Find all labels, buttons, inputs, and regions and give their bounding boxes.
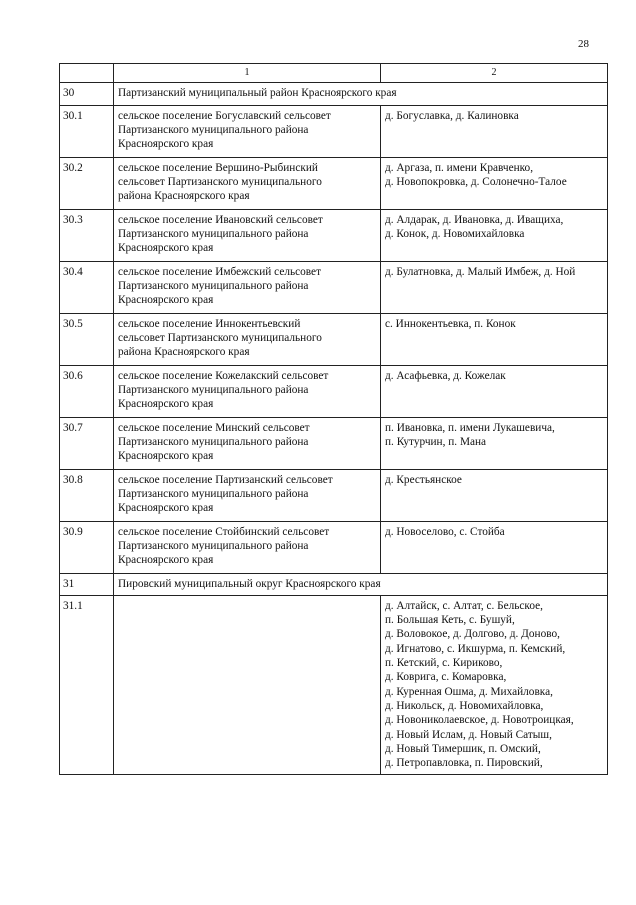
settlement-name-line: района Красноярского края: [118, 190, 250, 203]
section-row: [60, 83, 608, 105]
locality-line: д. Игнатово, с. Икшурма, п. Кемский,: [385, 642, 566, 655]
locality-line: д. Петропавловка, п. Пировский,: [385, 757, 543, 770]
table-row: [60, 157, 608, 209]
settlement-name-cell: [114, 157, 381, 209]
row-number: 30.1: [60, 105, 114, 157]
locality-line: д. Новониколаевское, д. Новотроицкая,: [385, 714, 574, 727]
table-row: [60, 469, 608, 521]
settlement-name-line: Партизанского муниципального района: [118, 435, 309, 448]
settlement-name-line: Красноярского края: [118, 450, 214, 463]
locality-line: д. Алдарак, д. Ивановка, д. Иващиха,: [385, 213, 564, 226]
settlement-name-line: сельское поселение Кожелакский сельсовет: [118, 369, 329, 382]
locality-line: д. Новый Тимершик, п. Омский,: [385, 742, 541, 755]
settlement-name-line: района Красноярского края: [118, 346, 250, 359]
settlement-name-line: Партизанского муниципального района: [118, 383, 309, 396]
locality-line: д. Никольск, д. Новомихайловка,: [385, 699, 544, 712]
localities-cell: [381, 313, 608, 365]
settlement-name-line: Партизанского муниципального района: [118, 279, 309, 292]
locality-line: д. Конок, д. Новомихайловка: [385, 227, 525, 240]
table-row: [60, 313, 608, 365]
locality-line: п. Ивановка, п. имени Лукашевича,: [385, 421, 555, 434]
locality-line: д. Асафьевка, д. Кожелак: [385, 369, 506, 382]
settlement-name-line: сельское поселение Минский сельсовет: [118, 421, 310, 434]
locality-line: д. Алтайск, с. Алтат, с. Бельское,: [385, 599, 543, 612]
settlement-name-cell: [114, 521, 381, 573]
row-number: 30.4: [60, 261, 114, 313]
settlement-name-cell: [114, 209, 381, 261]
row-number: 30.5: [60, 313, 114, 365]
settlement-name-cell: [114, 261, 381, 313]
localities-cell: [381, 469, 608, 521]
localities-cell: [381, 365, 608, 417]
row-number: 30.9: [60, 521, 114, 573]
section-row: [60, 573, 608, 595]
settlement-name-line: Партизанского муниципального района: [118, 539, 309, 552]
locality-line: д. Новопокровка, д. Солонечно-Талое: [385, 175, 567, 188]
locality-line: д. Новый Ислам, д. Новый Сатыш,: [385, 728, 552, 741]
locality-line: п. Кутурчин, п. Мана: [385, 435, 487, 448]
localities-cell: [381, 417, 608, 469]
row-number: 30.3: [60, 209, 114, 261]
table-row: [60, 261, 608, 313]
locality-line: д. Булатновка, д. Малый Имбеж, д. Ной: [385, 265, 576, 278]
locality-line: д. Куренная Ошма, д. Михайловка,: [385, 685, 553, 698]
localities-cell: [381, 157, 608, 209]
settlement-name-line: Партизанского муниципального района: [118, 123, 309, 136]
settlement-name-line: сельское поселение Партизанский сельсовет: [118, 473, 333, 486]
settlement-name-line: сельсовет Партизанского муниципального: [118, 175, 322, 188]
locality-line: д. Коврига, с. Комаровка,: [385, 671, 507, 684]
locality-line: п. Большая Кеть, с. Бушуй,: [385, 614, 515, 627]
settlement-name-line: сельское поселение Ивановский сельсовет: [118, 213, 323, 226]
localities-cell: [381, 595, 608, 775]
settlement-name-line: Красноярского края: [118, 242, 214, 255]
row-number: 31.1: [60, 595, 114, 775]
header-cell-1: 1: [114, 64, 381, 83]
settlement-name-cell: [114, 105, 381, 157]
locality-line: д. Богуславка, д. Калиновка: [385, 109, 519, 122]
header-cell-2: 2: [381, 64, 608, 83]
localities-cell: [381, 521, 608, 573]
row-number: 31: [60, 573, 114, 595]
locality-line: с. Иннокентьевка, п. Конок: [385, 317, 516, 330]
row-number: 30: [60, 83, 114, 105]
municipal-table: [59, 63, 608, 775]
settlement-name-line: Красноярского края: [118, 294, 214, 307]
settlement-name-cell: [114, 417, 381, 469]
settlement-name-line: Партизанского муниципального района: [118, 487, 309, 500]
table-header-row: [60, 64, 608, 83]
settlement-name-line: сельское поселение Иннокентьевский: [118, 317, 301, 330]
locality-line: д. Воловокое, д. Долгово, д. Доново,: [385, 628, 560, 641]
settlement-name-line: сельсовет Партизанского муниципального: [118, 331, 322, 344]
settlement-name-cell: [114, 365, 381, 417]
settlement-name-cell: [114, 313, 381, 365]
settlement-name-line: сельское поселение Вершино-Рыбинский: [118, 161, 318, 174]
row-number: 30.8: [60, 469, 114, 521]
settlement-name-line: сельское поселение Богуславский сельсовет: [118, 109, 331, 122]
table-row: [60, 595, 608, 775]
localities-cell: [381, 261, 608, 313]
row-number: 30.7: [60, 417, 114, 469]
settlement-name-line: Красноярского края: [118, 138, 214, 151]
section-title: Партизанский муниципальный район Красноярского края: [114, 83, 608, 105]
settlement-name-line: сельское поселение Имбежский сельсовет: [118, 265, 322, 278]
row-number: 30.2: [60, 157, 114, 209]
locality-line: д. Новоселово, с. Стойба: [385, 525, 505, 538]
locality-line: д. Аргаза, п. имени Кравченко,: [385, 161, 534, 174]
settlement-name-line: Красноярского края: [118, 398, 214, 411]
table-row: [60, 105, 608, 157]
settlement-name-cell: [114, 595, 381, 775]
table-row: [60, 417, 608, 469]
table-row: [60, 365, 608, 417]
settlement-name-line: Партизанского муниципального района: [118, 227, 309, 240]
locality-line: д. Крестьянское: [385, 473, 462, 486]
section-title: Пировский муниципальный округ Красноярского края: [114, 573, 608, 595]
localities-cell: [381, 209, 608, 261]
page-number: 28: [578, 38, 589, 50]
header-cell-num: [60, 64, 114, 83]
localities-cell: [381, 105, 608, 157]
settlement-name-line: сельское поселение Стойбинский сельсовет: [118, 525, 330, 538]
settlement-name-cell: [114, 469, 381, 521]
row-number: 30.6: [60, 365, 114, 417]
table-body: [60, 64, 608, 775]
table-row: [60, 521, 608, 573]
settlement-name-line: Красноярского края: [118, 502, 214, 515]
table-row: [60, 209, 608, 261]
locality-line: п. Кетский, с. Кириково,: [385, 657, 503, 670]
settlement-name-line: Красноярского края: [118, 554, 214, 567]
